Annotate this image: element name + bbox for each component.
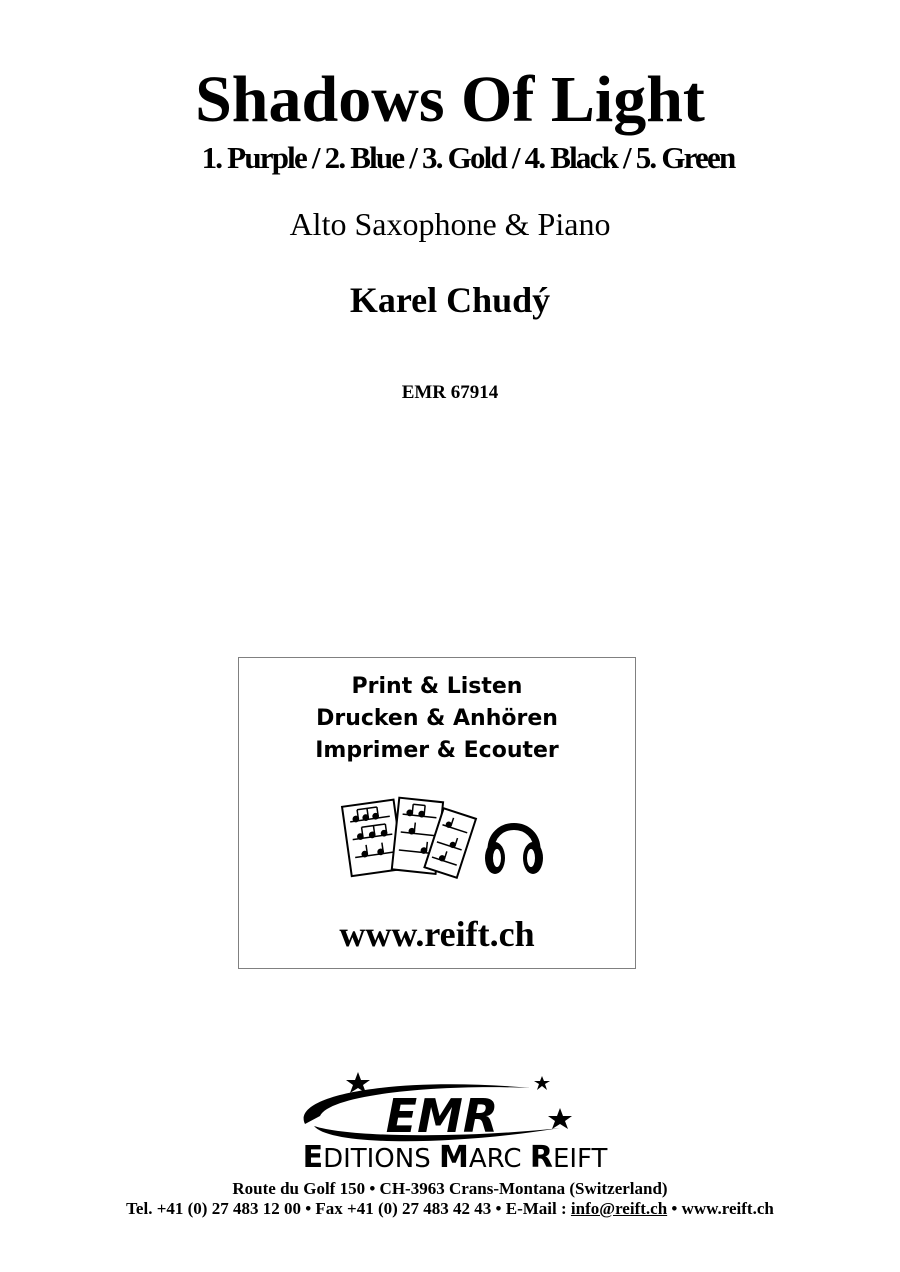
- star-icon: [548, 1108, 572, 1129]
- movements-subtitle: 1. Purple / 2. Blue / 3. Gold / 4. Black / 5. Green: [201, 140, 735, 175]
- publisher-address: Route du Golf 150 • CH-3963 Crans-Montana (Switzerland): [232, 1179, 668, 1198]
- sheet-music-icon: [342, 798, 476, 878]
- print-listen-box: [238, 657, 636, 969]
- cover-title: Shadows Of Light: [195, 63, 705, 136]
- catalog-number: EMR 67914: [401, 382, 499, 403]
- publisher-name: EDITIONS MARC REIFT: [302, 1140, 608, 1172]
- instrumentation: Alto Saxophone & Piano: [289, 206, 611, 242]
- headphones-icon: [485, 827, 543, 875]
- promo-line-de: Drucken & Anhören: [316, 706, 558, 731]
- phone-fax-text: Tel. +41 (0) 27 483 12 00 • Fax +41 (0) 27 483 42 43 • E-Mail :: [126, 1199, 571, 1218]
- promo-line-fr: Imprimer & Ecouter: [315, 738, 559, 763]
- promo-website-link[interactable]: www.reift.ch: [339, 914, 535, 954]
- emr-publisher-logo: [230, 1072, 680, 1172]
- promo-line-en: Print & Listen: [351, 674, 523, 699]
- email-link[interactable]: info@reift.ch: [570, 1199, 668, 1218]
- promo-icons: [339, 790, 559, 890]
- emr-logo-text: EMR: [385, 1089, 499, 1143]
- publisher-contact: [0, 1198, 900, 1220]
- composer-name: Karel Chudý: [349, 280, 551, 320]
- star-icon: [534, 1076, 550, 1090]
- website-text: • www.reift.ch: [667, 1199, 774, 1218]
